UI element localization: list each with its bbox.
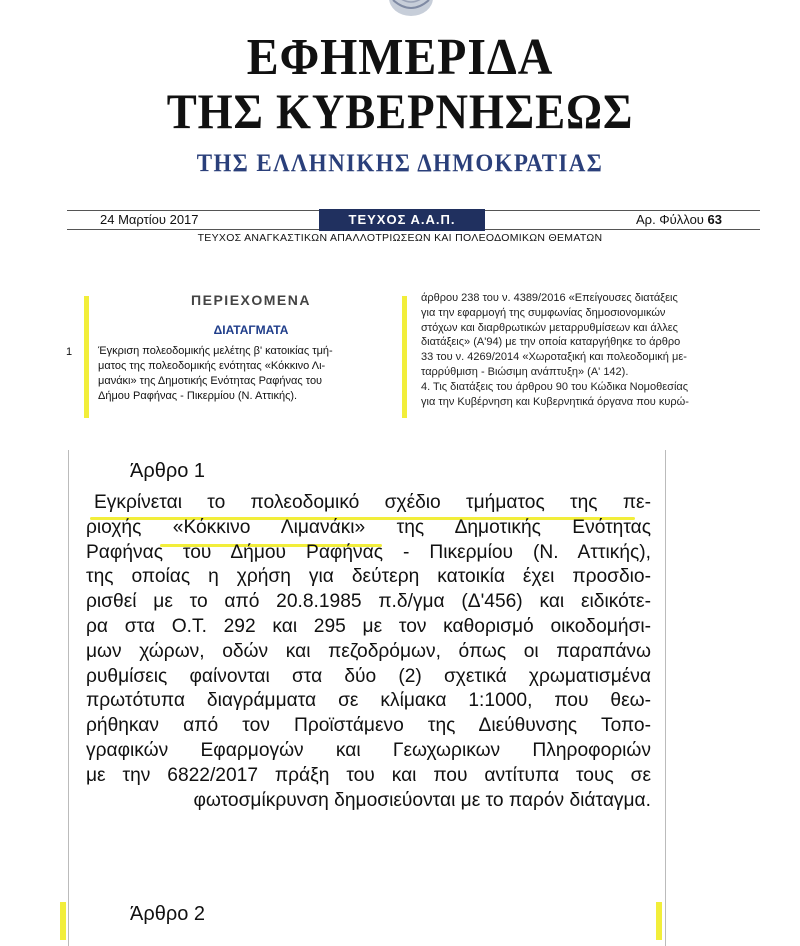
right-column-line: διατάξεις» (Α'94) με την οποία καταργήθηκε το άρθρο (421, 336, 681, 349)
article-line: πρωτότυπα διαγράμματα σε κλίμακα 1:1000, που θεω- (86, 690, 651, 712)
article-line: της οποίας η χρήση για δεύτερη κατοικία έχει προσδιο- (86, 566, 651, 588)
sheet-number (636, 212, 722, 227)
article-line: Εγκρίνεται το πολεοδομικό σχέδιο τμήματος της πε- (94, 492, 651, 513)
contents-line: μανάκι» της Δημοτικής Ενότητας Ραφήνας του (98, 375, 323, 387)
greek-coat-of-arms-icon (385, 0, 437, 20)
article-line: ρυθμίσεις φαίνονται στα δύο (2) σχετικά χρωματισμένα (86, 665, 651, 687)
newspaper-title-line-2: ΤΗΣ ΚΥΒΕΡΝΗΣΕΩΣ (166, 83, 634, 139)
article-line: φωτοσμίκρυνση δημοσιεύονται με το παρόν διάταγμα. (193, 789, 651, 811)
right-column-line: για την εφαρμογή της συμφωνίας δημοσιονομικών (421, 306, 666, 319)
issue-date: 24 Μαρτίου 2017 (100, 212, 199, 227)
article-2-heading: Άρθρο 2 (130, 903, 206, 925)
issue-series-badge: ΤΕΥΧΟΣ Α.Α.Π. (319, 209, 485, 231)
right-column-text (421, 291, 766, 409)
highlight-bar-bottom-left (60, 902, 66, 940)
article-line: Ραφήνας του Δήμου Ραφήνας - Πικερμίου (Ν. Αττικής), (86, 541, 651, 563)
contents-line: Δήμου Ραφήνας - Πικερμίου (Ν. Αττικής). (98, 390, 298, 402)
right-column-line: άρθρου 238 του ν. 4389/2016 «Επείγουσες διατάξεις (421, 292, 678, 304)
decrees-section-title: ΔΙΑΤΑΓΜΑΤΑ (213, 323, 289, 337)
right-column-line: στόχων και διαρθρωτικών μεταρρυθμίσεων και άλλες (421, 321, 678, 334)
right-column-line: 33 του ν. 4269/2014 «Χωροταξική και πολεοδομική με- (421, 351, 687, 364)
sheet-number-label: Αρ. Φύλλου (636, 212, 704, 227)
newspaper-subtitle: ΤΗΣ ΕΛΛΗΝΙΚΗΣ ΔΗΜΟΚΡΑΤΙΑΣ (196, 150, 604, 177)
right-column-line: 4. Τις διατάξεις του άρθρου 90 του Κώδικα Νομοθεσίας (421, 380, 689, 393)
article-1-body (86, 491, 651, 813)
article-line: ρισθεί με το από 20.8.1985 π.δ/γμα (Δ'456) και ειδικότε- (86, 591, 651, 613)
issue-description: ΤΕΥΧΟΣ ΑΝΑΓΚΑΣΤΙΚΩΝ ΑΠΑΛΛΟΤΡΙΩΣΕΩΝ ΚΑΙ ΠΟΛΕΟΔΟΜΙΚΩΝ ΘΕΜΑΤΩΝ (197, 232, 603, 244)
highlight-bar-left (84, 296, 89, 418)
highlight-bar-bottom-right (656, 902, 662, 940)
article-line: ρήθηκαν από τον Προϊστάμενο της Διεύθυνσης Τοπο- (86, 715, 651, 737)
contents-item-number: 1 (66, 346, 73, 358)
article-line: με την 6822/2017 πράξη του και που αντίτυπα τους σε (86, 764, 651, 786)
right-column-line: ταρρύθμιση - Βιώσιμη ανάπτυξη» (Α' 142). (421, 365, 629, 378)
article-line: μων χώρων, οδών και πεζοδρόμων, όπως οι παραπάνω (86, 640, 651, 662)
article-1-heading: Άρθρο 1 (130, 460, 206, 482)
newspaper-title-line-1: ΕΦΗΜΕΡΙΔΑ (246, 29, 554, 86)
right-column-line: για την Κυβέρνηση και Κυβερνητικά όργανα που κυρώ- (421, 395, 689, 408)
article-line: γραφικών Εφαρμογών και Γεωχωρικων Πληροφοριών (86, 739, 651, 761)
contents-title: ΠΕΡΙΕΧΟΜΕΝΑ (191, 292, 311, 308)
contents-line: Έγκριση πολεοδομικής μελέτης β' κατοικίας τμή- (98, 345, 333, 357)
highlight-bar-right (402, 296, 407, 418)
contents-item-text (98, 344, 402, 404)
sheet-number-value: 63 (707, 212, 723, 227)
article-line: ρα στα Ο.Τ. 292 και 295 με τον καθορισμό οικοδομήσι- (86, 615, 651, 637)
article-line: ριοχής «Κόκκινο Λιμανάκι» της Δημοτικής Ενότητας (86, 516, 651, 538)
contents-line: ματος της πολεοδομικής ενότητας «Κόκκινο Λι- (98, 360, 326, 372)
